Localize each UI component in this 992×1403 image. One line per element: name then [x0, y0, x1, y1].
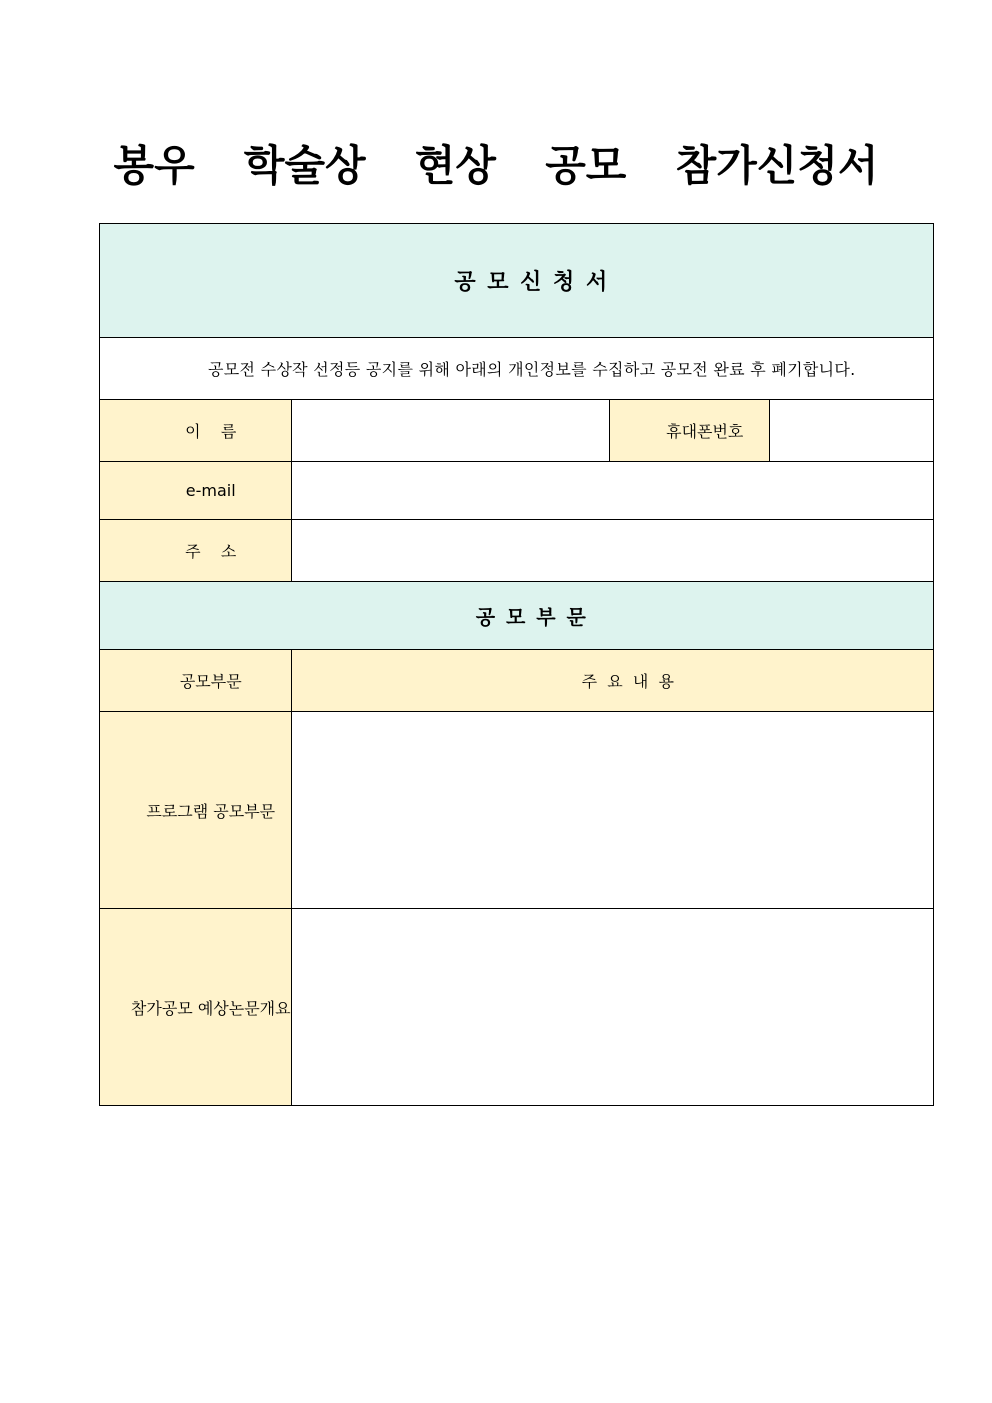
program-content-field[interactable]	[292, 712, 934, 909]
content-column-label: 주 요 내 용	[581, 672, 674, 691]
section-title: 공 모 부 문	[475, 605, 588, 629]
category-column-header	[100, 650, 292, 712]
abstract-label: 참가공모 예상논문개요	[130, 998, 291, 1018]
abstract-content-field[interactable]	[292, 909, 934, 1106]
name-label: 이 름	[185, 422, 237, 441]
email-label: e-mail	[185, 481, 236, 500]
phone-field[interactable]	[770, 400, 934, 462]
form-banner-title: 공 모 신 청 서	[454, 270, 610, 295]
program-label: 프로그램 공모부문	[146, 801, 276, 821]
name-label-cell	[100, 400, 292, 462]
content-column-header	[292, 650, 934, 712]
abstract-label-cell	[100, 909, 292, 1106]
email-label-cell	[100, 462, 292, 520]
section-header	[100, 582, 934, 650]
address-field[interactable]	[292, 520, 934, 582]
category-column-label: 공모부문	[179, 672, 242, 691]
phone-label-cell	[610, 400, 770, 462]
program-label-cell	[100, 712, 292, 909]
address-label: 주 소	[185, 542, 237, 561]
form-banner	[100, 224, 934, 338]
address-label-cell	[100, 520, 292, 582]
privacy-notice-text: 공모전 수상작 선정등 공지를 위해 아래의 개인정보를 수집하고 공모전 완료 후 폐기합니다.	[207, 360, 856, 379]
phone-label: 휴대폰번호	[666, 422, 744, 441]
email-field[interactable]	[292, 462, 934, 520]
privacy-notice	[100, 338, 934, 400]
page-title: 봉우 학술상 현상 공모 참가신청서	[113, 141, 879, 190]
name-field[interactable]	[292, 400, 610, 462]
application-form-table	[99, 223, 934, 1106]
